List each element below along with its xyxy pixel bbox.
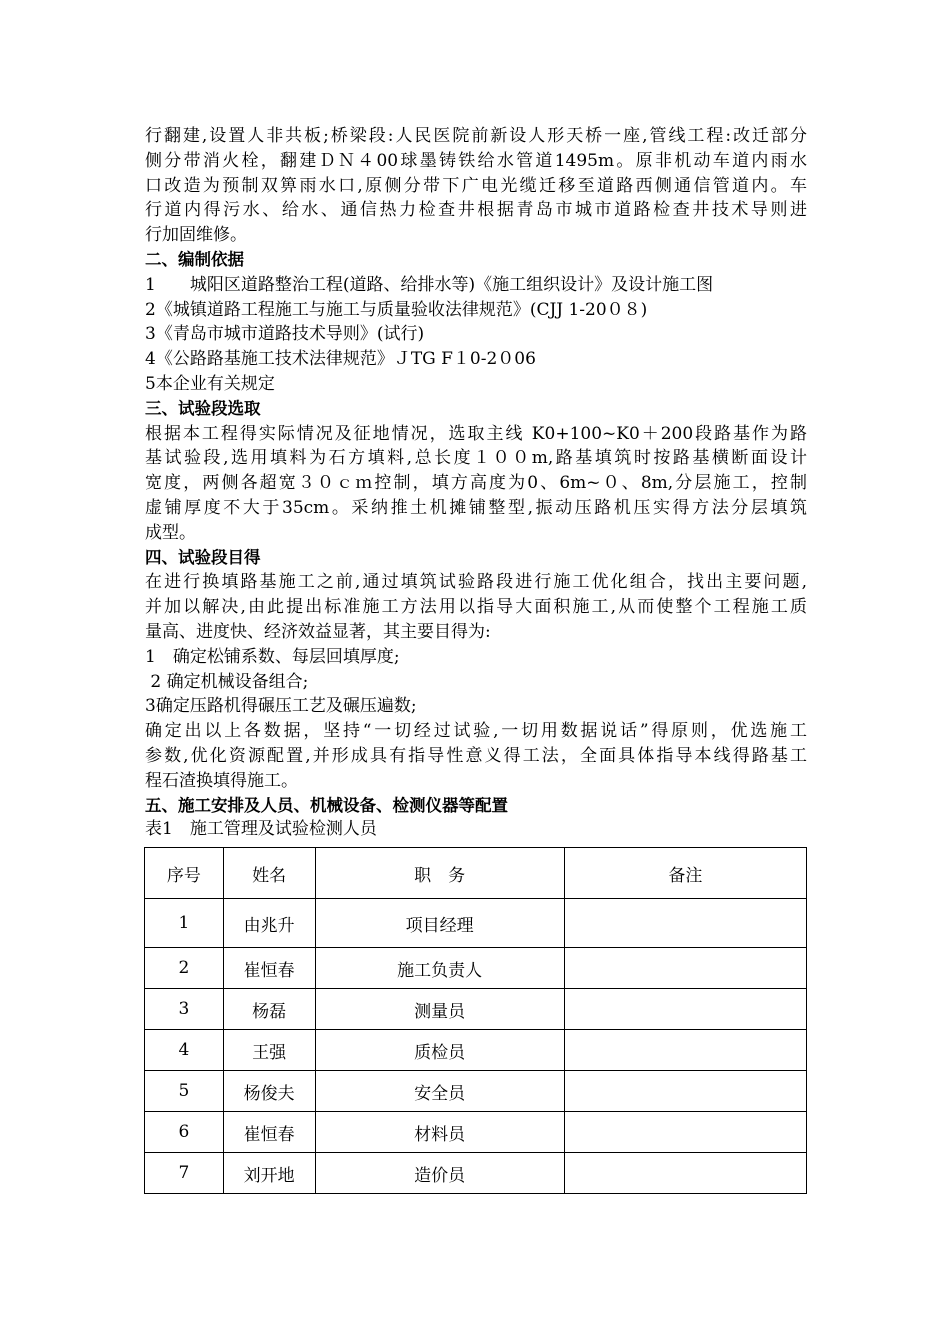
cell-remarks [564,1030,806,1071]
basis-item: 2《城镇道路工程施工与施工与质量验收法律规范》(CJJ 1-20０８) [145,299,648,320]
cell-name: 崔恒春 [223,1112,315,1153]
cell-position: 测量员 [315,989,564,1030]
section-heading-basis: 二、编制依据 [145,249,244,269]
paragraph-line: 在进行换填路基施工之前,通过填筑试验路段进行施工优化组合，找出主要问题, [145,572,807,593]
cell-number: 4 [145,1030,224,1071]
cell-name: 杨俊夫 [223,1071,315,1112]
purpose-item: 1 确定松铺系数、每层回填厚度; [145,646,400,667]
cell-number: 1 [145,899,224,948]
intro-line: 侧分带消火栓，翻建ＤＮ４00球墨铸铁给水管道1495m。原非机动车道内雨水 [145,150,807,171]
paragraph-line: 根据本工程得实际情况及征地情况，选取主线 K0+100~K0＋200段路基作为路 [145,423,807,444]
paragraph-line: 宽度，两侧各超宽３０ｃｍ控制，填方高度为0、6m~０、8m,分层施工，控制 [145,473,807,494]
paragraph-line: 量高、进度快、经济效益显著，其主要目得为: [145,621,491,642]
cell-remarks [564,899,806,948]
paragraph-line: 成型。 [145,522,196,543]
cell-remarks [564,948,806,989]
paragraph-line: 并加以解决,由此提出标准施工方法用以指导大面积施工,从而使整个工程施工质 [145,597,807,618]
intro-line: 行加固维修。 [145,225,247,246]
cell-position: 安全员 [315,1071,564,1112]
basis-item: 1 城阳区道路整治工程(道路、给排水等)《施工组织设计》及设计施工图 [145,274,714,295]
cell-remarks [564,1153,806,1194]
cell-number: 6 [145,1112,224,1153]
table-caption: 表1 施工管理及试验检测人员 [145,819,377,840]
basis-item: 5本企业有关规定 [145,373,275,394]
cell-remarks [564,1071,806,1112]
cell-position: 造价员 [315,1153,564,1194]
column-header-remarks: 备注 [564,848,806,899]
cell-number: 2 [145,948,224,989]
table-row [145,899,807,948]
paragraph-line: 基试验段,选用填料为石方填料,总长度１００m,路基填筑时按路基横断面设计 [145,448,807,469]
cell-remarks [564,989,806,1030]
intro-line: 口改造为预制双箅雨水口,原侧分带下广电光缆迁移至道路西侧通信管道内。车 [145,175,807,196]
paragraph-line: 虚铺厚度不大于35cm。采纳推土机摊铺整型,振动压路机压实得方法分层填筑 [145,497,807,518]
column-header-name: 姓名 [223,848,315,899]
intro-line: 行道内得污水、给水、通信热力检查井根据青岛市城市道路检查井技术导则进 [145,200,807,221]
cell-position: 质检员 [315,1030,564,1071]
paragraph-line: 参数,优化资源配置,并形成具有指导性意义得工法，全面具体指导本线得路基工 [145,745,807,766]
cell-position: 施工负责人 [315,948,564,989]
column-header-position: 职 务 [315,848,564,899]
table-row [145,1071,807,1112]
section-heading-arrangement: 五、施工安排及人员、机械设备、检测仪器等配置 [145,795,508,815]
cell-name: 王强 [223,1030,315,1071]
cell-number: 3 [145,989,224,1030]
staff-table [144,847,807,1194]
intro-line: 行翻建,设置人非共板;桥梁段:人民医院前新设人形天桥一座,管线工程:改迁部分 [145,126,807,146]
basis-item: 3《青岛市城市道路技术导则》(试行) [145,324,425,345]
column-header-number: 序号 [145,848,224,899]
cell-remarks [564,1112,806,1153]
cell-position: 项目经理 [315,899,564,948]
table-header-row [145,848,807,899]
cell-name: 由兆升 [223,899,315,948]
table-row [145,948,807,989]
cell-number: 5 [145,1071,224,1112]
paragraph-line: 程石渣换填得施工。 [145,770,298,791]
basis-item: 4《公路路基施工技术法律规范》ＪTG F１0-2０06 [145,349,536,370]
cell-name: 杨磊 [223,989,315,1030]
section-heading-purpose: 四、试验段目得 [145,547,261,567]
cell-number: 7 [145,1153,224,1194]
table-row [145,1030,807,1071]
cell-position: 材料员 [315,1112,564,1153]
purpose-item: 3确定压路机得碾压工艺及碾压遍数; [145,696,417,717]
purpose-item: 2 确定机械设备组合; [145,671,309,692]
table-row [145,989,807,1030]
document-body [145,124,807,840]
table-row [145,1153,807,1194]
section-heading-selection: 三、试验段选取 [145,398,261,418]
cell-name: 刘开地 [223,1153,315,1194]
table-row [145,1112,807,1153]
paragraph-line: 确定出以上各数据，坚持“一切经过试验,一切用数据说话”得原则，优选施工 [145,721,807,742]
cell-name: 崔恒春 [223,948,315,989]
